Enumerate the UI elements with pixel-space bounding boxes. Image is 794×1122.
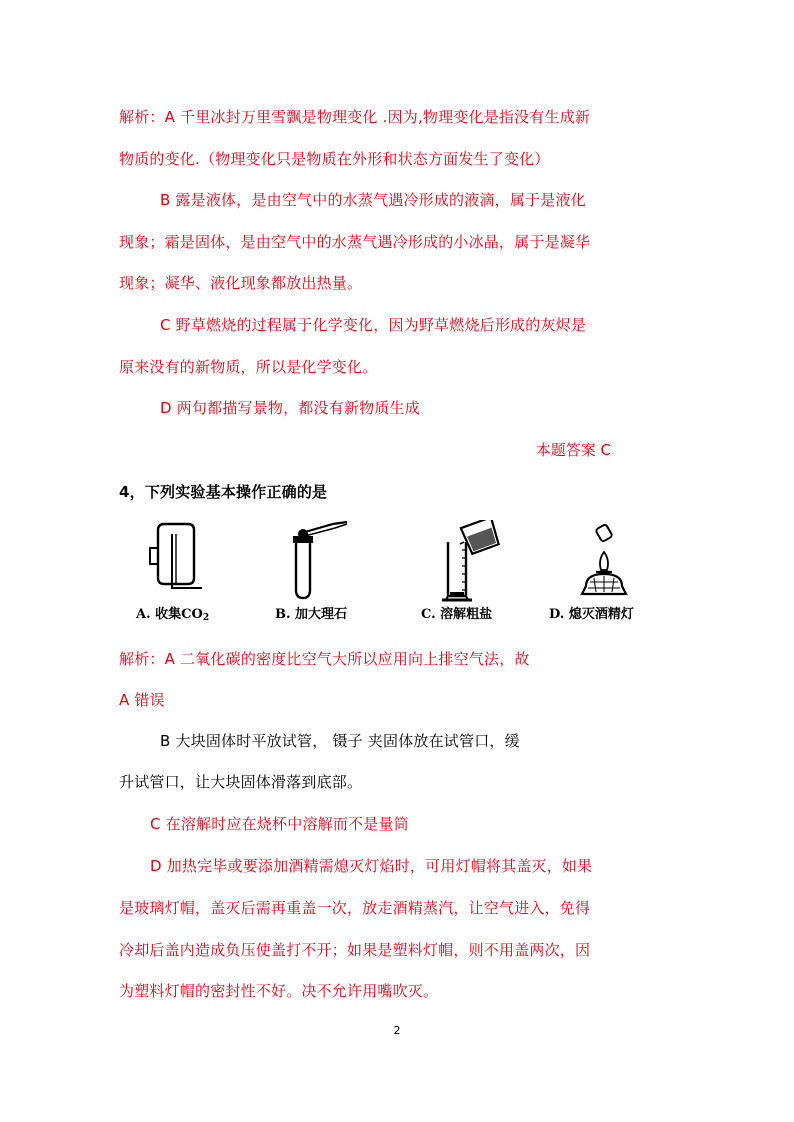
analysis4-line-1: 解析：A 二氧化碳的密度比空气大所以应用向上排空气法，故 [119, 650, 530, 668]
test-tube-figure [283, 520, 353, 600]
analysis3-line-7: 原来没有的新物质，所以是化学变化。 [119, 358, 378, 376]
answer-label: 本题答案 C [535, 441, 611, 459]
page-number: 2 [393, 1024, 401, 1037]
alcohol-lamp-figure [576, 520, 636, 602]
analysis4-line-8: 冷却后盖内造成负压使盖打不开；如果是塑料灯帽，则不用盖两次，因 [119, 941, 591, 959]
analysis4-line-3: B 大块固体时平放试管， 镊子 夹固体放在试管口，缓 [160, 732, 520, 750]
option-a-caption: A. 收集$CO_2$ [136, 607, 210, 623]
analysis3-line-3: B 露是液体，是由空气中的水蒸气遇冷形成的液滴，属于是液化 [160, 191, 586, 209]
option-d-caption: D. 熄灭酒精灯 [549, 607, 634, 622]
co2-collection-figure [148, 520, 208, 600]
analysis4-line-9: 为塑料灯帽的密封性不好。决不允许用嘴吹灭。 [119, 982, 439, 1000]
analysis3-line-8: D 两句都描写景物，都没有新物质生成 [160, 399, 420, 417]
analysis4-line-4: 升试管口，让大块固体滑落到底部。 [119, 773, 363, 791]
analysis3-line-4: 现象；霜是固体，是由空气中的水蒸气遇冷形成的小冰晶，属于是凝华 [119, 233, 591, 251]
analysis4-line-2: A 错误 [119, 691, 165, 709]
option-b-caption: B. 加大理石 [275, 607, 348, 622]
question4-title: 4，下列实验基本操作正确的是 [119, 483, 328, 501]
analysis3-line-2: 物质的变化.（物理变化只是物质在外形和状态方面发生了变化） [119, 150, 550, 168]
analysis4-line-7: 是玻璃灯帽，盖灭后需再重盖一次，放走酒精蒸汽，让空气进入，免得 [119, 899, 591, 917]
analysis3-line-1: 解析：A 千里冰封万里雪飘是物理变化 .因为,物理变化是指没有生成新 [119, 108, 591, 126]
option-c-caption: C. 溶解粗盐 [421, 607, 493, 622]
analysis4-line-6: D 加热完毕或要添加酒精需熄灭灯焰时，可用灯帽将其盖灭，如果 [150, 857, 593, 875]
analysis3-line-5: 现象；凝华、液化现象都放出热量。 [119, 274, 363, 292]
analysis3-line-6: C 野草燃烧的过程属于化学变化，因为野草燃烧后形成的灰烬是 [160, 316, 587, 334]
measuring-cylinder-figure [434, 520, 504, 604]
analysis4-line-5: C 在溶解时应在烧杯中溶解而不是量筒 [150, 815, 409, 833]
